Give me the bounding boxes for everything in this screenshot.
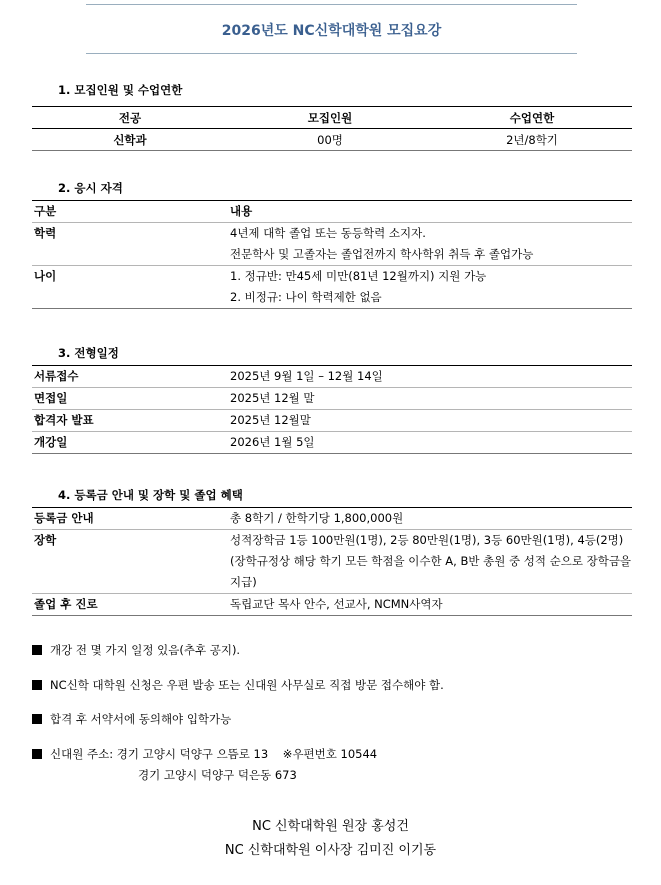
table-row — [32, 410, 632, 432]
row-value — [230, 530, 632, 593]
square-bullet-icon — [32, 714, 42, 724]
row-line: 1. 정규반: 만45세 미만(81년 12월까지) 지원 가능 — [230, 269, 487, 283]
header-content: 내용 — [230, 204, 253, 218]
row-key: 학력 — [34, 226, 57, 240]
table-row — [32, 129, 632, 151]
table-row — [32, 365, 632, 388]
row-key: 서류접수 — [34, 369, 79, 383]
note-item: 신대원 주소: 경기 고양시 덕양구 으뜸로 13 ※우편번호 10544 — [32, 746, 377, 762]
section3-title: 3. 전형일정 — [58, 346, 119, 360]
table-row — [32, 266, 632, 309]
row-key: 장학 — [34, 533, 57, 547]
enrollment-table — [32, 106, 632, 151]
qualification-table — [32, 200, 632, 309]
header-major: 전공 — [118, 110, 142, 125]
table-header-row — [32, 200, 632, 223]
note-item: 합격 후 서약서에 동의해야 입학가능 — [32, 711, 231, 727]
row-key: 졸업 후 진로 — [34, 597, 98, 611]
table-row — [32, 594, 632, 616]
row-key: 등록금 안내 — [34, 511, 94, 525]
table-row — [32, 530, 632, 594]
schedule-table — [32, 365, 632, 454]
note-item: 개강 전 몇 가지 일정 있음(추후 공지). — [32, 642, 240, 658]
row-key: 면접일 — [34, 391, 68, 405]
row-key: 개강일 — [34, 435, 68, 449]
table-header-row — [32, 107, 632, 129]
header-category: 구분 — [34, 204, 57, 218]
row-value — [230, 223, 632, 265]
tuition-table — [32, 507, 632, 616]
cell-quota: 00명 — [317, 132, 343, 147]
header-duration: 수업연한 — [509, 110, 555, 125]
signature-chairman: NC 신학대학원 이사장 김미진 이기동 — [224, 843, 437, 858]
scholarship-text: 성적장학금 1등 100만원(1명), 2등 80만원(1명), 3등 60만원(1명), 4등(2명) (장학규정상 해당 학기 모든 학점을 이수한 A, B반 총원 중 성적 순으로 장학금을 지급) — [230, 533, 632, 589]
cell-duration: 2년/8학기 — [506, 132, 558, 147]
square-bullet-icon — [32, 749, 42, 759]
row-value: 2025년 12월말 — [230, 413, 311, 427]
address-line-2: 경기 고양시 덕양구 덕은동 673 — [138, 768, 297, 782]
row-value — [230, 266, 632, 308]
row-value: 2025년 12월 말 — [230, 391, 315, 405]
row-line: 4년제 대학 졸업 또는 동등학력 소지자. — [230, 226, 426, 240]
row-line: 2. 비정규: 나이 학력제한 없음 — [230, 290, 382, 304]
square-bullet-icon — [32, 680, 42, 690]
page-title: 2026년도 NC신학대학원 모집요강 — [221, 23, 442, 39]
row-value: 2026년 1월 5일 — [230, 435, 315, 449]
row-value: 총 8학기 / 한학기당 1,800,000원 — [230, 511, 404, 525]
row-value: 독립교단 목사 안수, 선교사, NCMN사역자 — [230, 597, 443, 611]
square-bullet-icon — [32, 645, 42, 655]
row-key: 나이 — [34, 269, 57, 283]
title-box — [86, 4, 577, 54]
row-value: 2025년 9월 1일 – 12월 14일 — [230, 369, 383, 383]
table-row — [32, 432, 632, 454]
section1-title: 1. 모집인원 및 수업연한 — [58, 83, 183, 97]
signature-director: NC 신학대학원 원장 홍성건 — [252, 819, 409, 834]
row-line: 전문학사 및 고졸자는 졸업전까지 학사학위 취득 후 졸업가능 — [230, 247, 534, 261]
table-row — [32, 223, 632, 266]
header-quota: 모집인원 — [307, 110, 353, 125]
table-row — [32, 507, 632, 530]
table-row — [32, 388, 632, 410]
section4-title: 4. 등록금 안내 및 장학 및 졸업 혜택 — [58, 488, 243, 502]
note-item: NC신학 대학원 신청은 우편 발송 또는 신대원 사무실로 직접 방문 접수해야 함. — [32, 677, 444, 693]
cell-major: 신학과 — [113, 132, 147, 147]
row-key: 합격자 발표 — [34, 413, 94, 427]
section2-title: 2. 응시 자격 — [58, 181, 123, 195]
